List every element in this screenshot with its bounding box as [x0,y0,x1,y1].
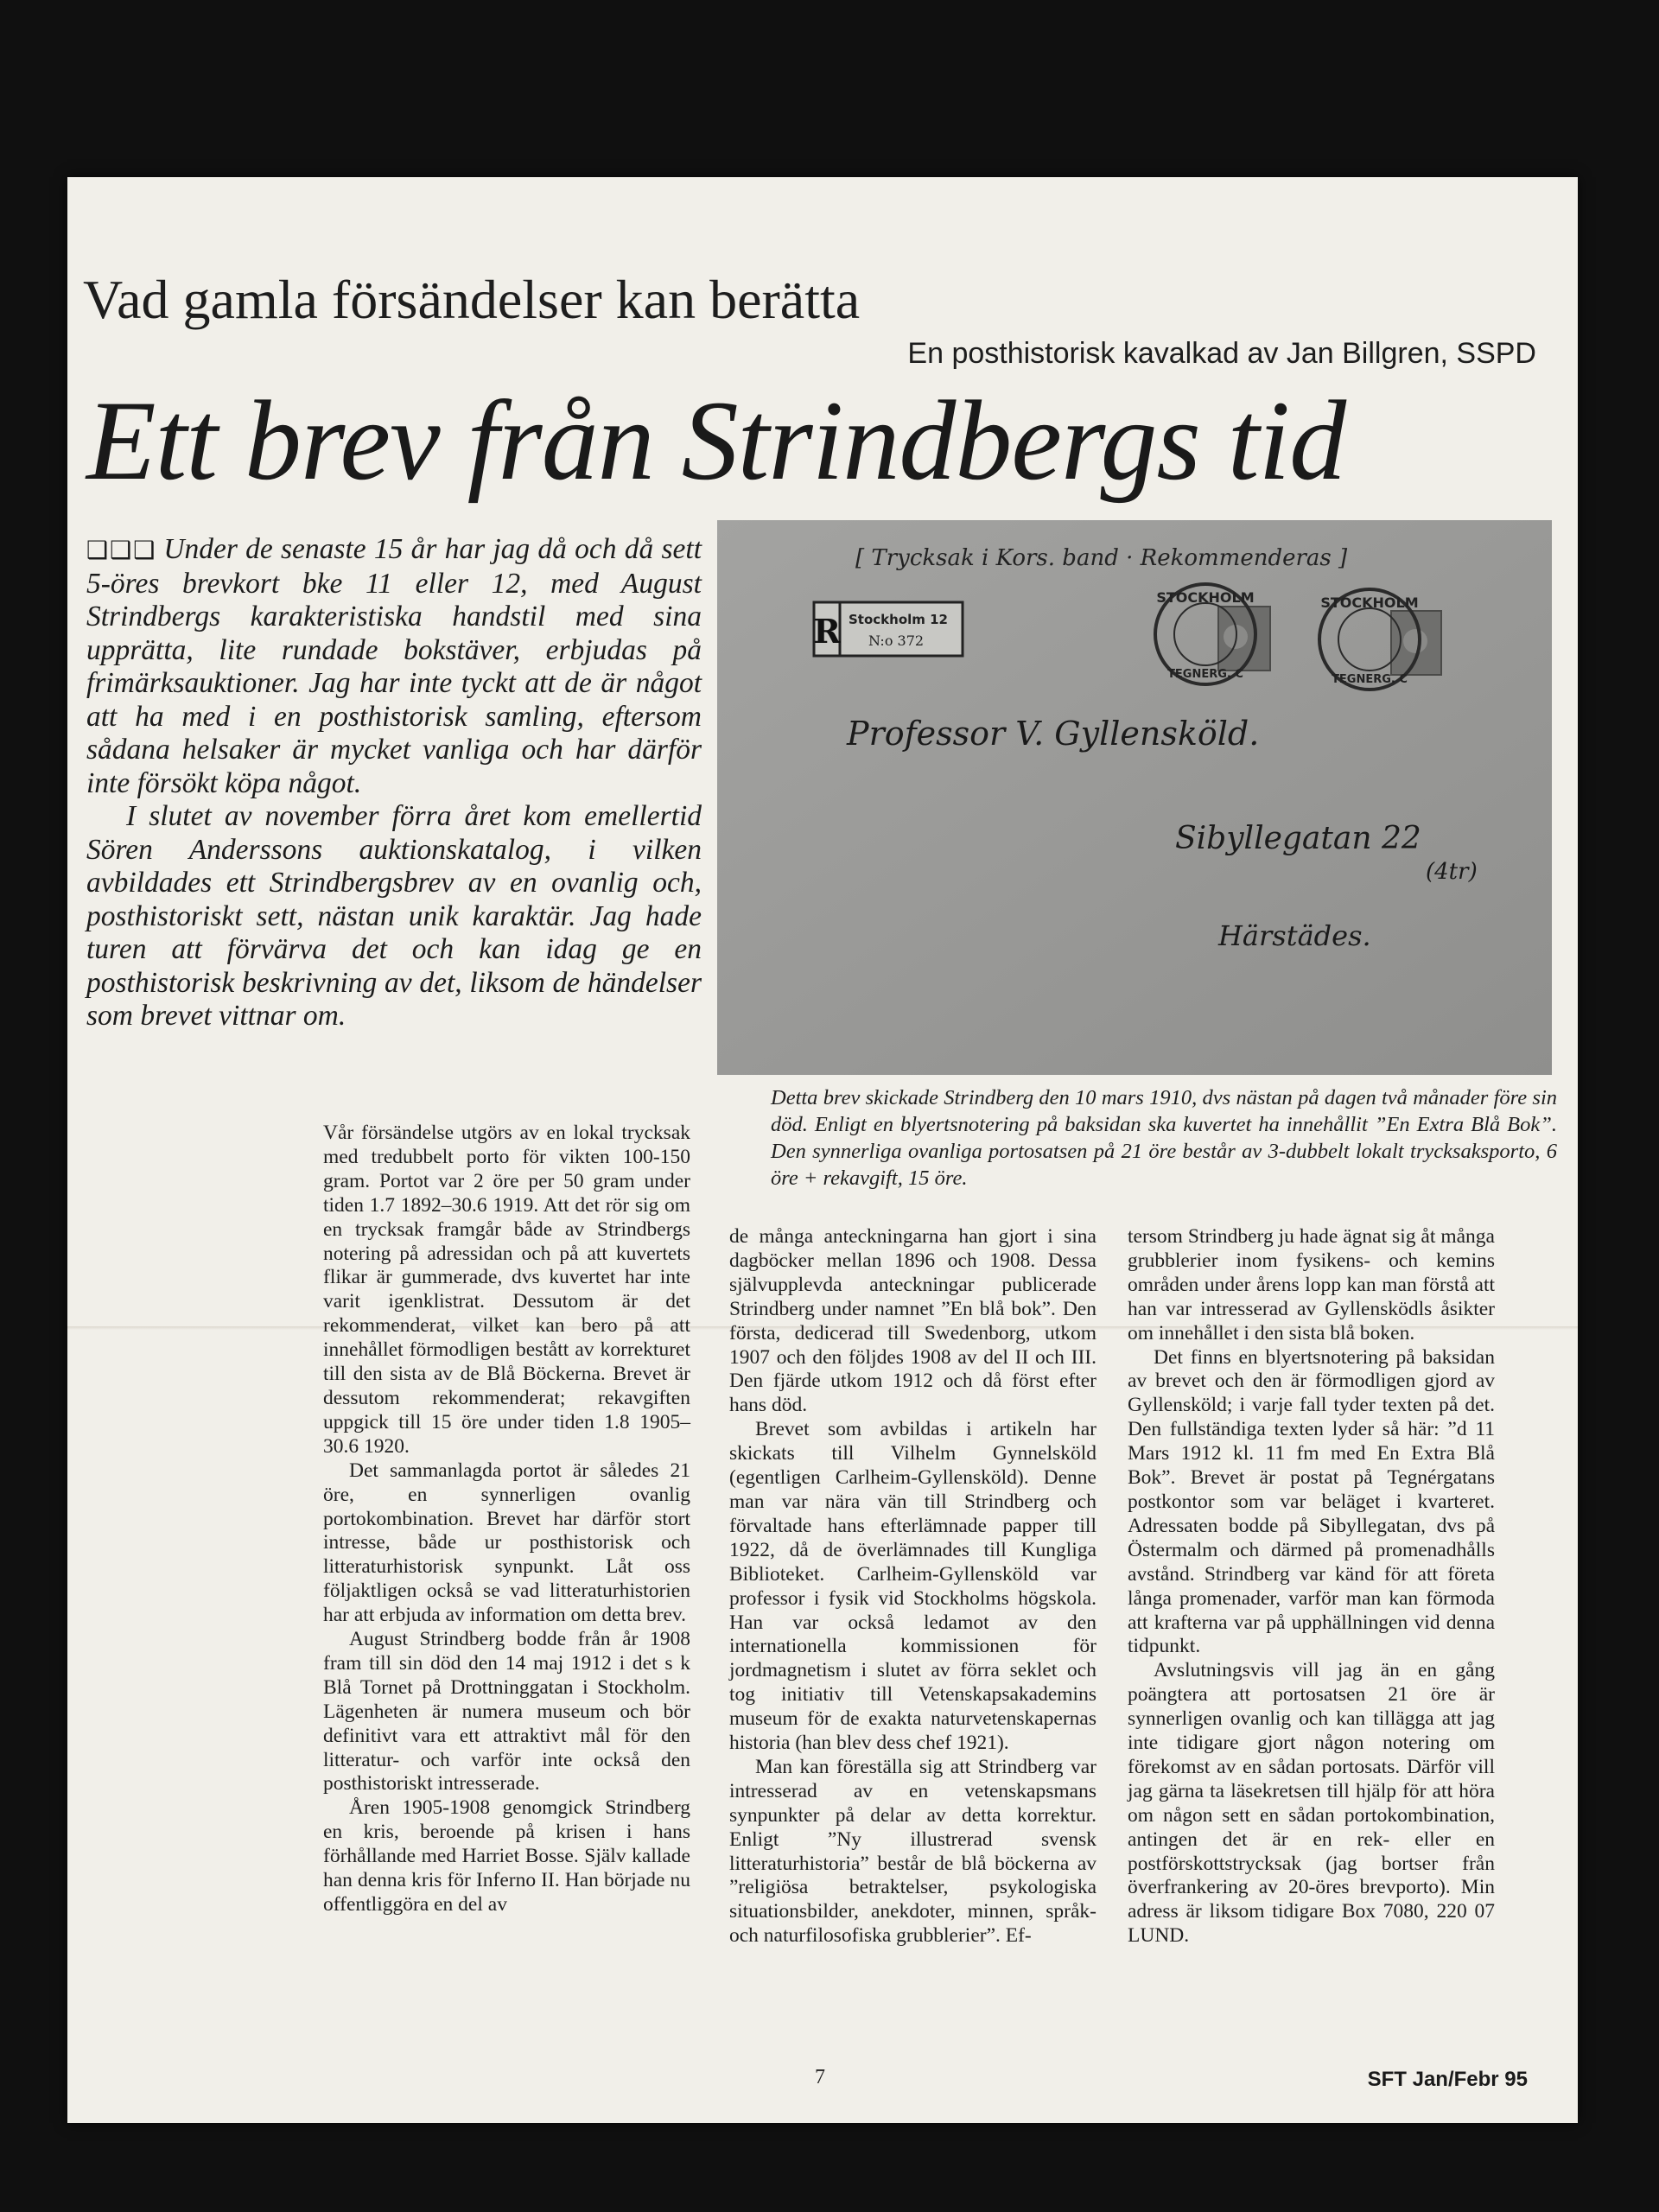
intro-paragraph-1: Under de senaste 15 år har jag då och då sett 5-öres brevkort bke 11 eller 12, med August Strindbergs karakteristiska handstil med sina upprätta, lite rundade bokstäver, erbjudas på frimärksauktioner. Jag har inte tyckt att de är något att ha med i en posthistorisk samling, eftersom sådana helsaker är mycket vanliga och har därför inte försökt köpa något. [86,533,702,799]
paragraph: Åren 1905-1908 genomgick Strindberg en kris, beroende på krisen i hans förhållande med Harriet Bosse. Själv kallade han denna kris för Inferno II. Han började nu offentliggöra en del av [323,1796,690,1916]
envelope-top-note: [ Trycksak i Kors. band · Rekommenderas ] [855,545,1348,571]
address-street: Sibyllegatan 22 [1175,821,1421,856]
paragraph: Det sammanlagda portot är således 21 öre, en synnerligen ovanlig portokombination. Brevet har därför stort intresse, både ur posthistorisk och litteraturhistorisk synpunkt. Låt oss följaktligen också se vad litteraturhistorien har att erbjuda av information om detta brev. [323,1459,690,1627]
article-title: Ett brev från Strindbergs tid [86,377,1346,504]
byline: En posthistorisk kavalkad av Jan Billgren, SSPD [907,337,1536,370]
address-floor: (4tr) [1426,859,1478,885]
paragraph: Brevet som avbildas i artikeln har skickats till Vilhelm Gynnelsköld (egentligen Carlheim-Gyllensköld). Denne man var nära vän till Strindberg och förvaltade hans efterlämnade papper till 1922, då de överlämnades till Kungliga Biblioteket. Carlheim-Gyllensköld var professor i fysik vid Stockholms högskola. Han var också ledamot av den internationella kommissionen för jordmagnetism i slutet av förra seklet och tog initiativ till Vetenskapsakademins museum för de exakta naturvetenskapernas historia (han blev dess chef 1921). [729,1418,1096,1755]
journal-issue: SFT Jan/Febr 95 [1367,2068,1528,2091]
column-3 [1128,1225,1495,1948]
magazine-page [67,177,1578,2123]
bullet-squares-icon: ❑❑❑ [86,536,157,564]
column-1 [323,1122,690,1917]
paragraph: de många anteckningarna han gjort i sina dagböcker mellan 1896 och 1908. Dessa självupplevda anteckningar publicerade Strindberg under namnet ”En blå bok”. Den första, dedicerad till Swedenborg, utkom 1907 och den följdes 1908 av del II och III. Den fjärde utkom 1912 och då först efter hans död. [729,1225,1096,1417]
address-name: Professor V. Gyllensköld. [847,715,1260,753]
paragraph: Man kan föreställa sig att Strindberg var intresserad av en vetenskapsmans synpunkter på delar av detta korrektur. Enligt ”Ny illustrerad svensk litteraturhistoria” består de blå böckerna av ”religiösa betraktelser, psykologiska situationsbilder, anekdoter, minnen, språk- och naturfilosofiska grubblerier”. Ef- [729,1755,1096,1948]
intro-paragraph [86,533,702,800]
paragraph: Avslutningsvis vill jag än en gång poängtera att portosatsen 21 öre är synnerligen ovanlig och kan tillägga att jag inte tidigare gjort någon notering om förekomst av en sådan portosats. Därför vill jag gärna ta läsekretsen till hjälp för att höra om någon sett en sådan portokombination, antingen det är en rek- eller en postförskottstrycksak (jag bortser från överfrankering av 20-öres brevporto). Min adress är liksom tidigare Box 7080, 220 07 LUND. [1128,1659,1495,1948]
registration-label [813,602,963,656]
paragraph: tersom Strindberg ju hade ägnat sig åt många grubblerier inom fysikens- och kemins områden under årens lopp kan man förstå att han var intresserad av Gyllensködls åsikter om innehållet i den sista blå boken. [1128,1225,1495,1344]
registration-number: N:o 372 [868,632,925,649]
stamp-1 [1218,607,1270,671]
registration-office: Stockholm 12 [849,612,948,627]
paragraph: Vår försändelse utgörs av en lokal trycksak med tredubbelt porto för vikten 100-150 gram. Portot var 2 öre per 50 gram under tiden 1.7 1892–30.6 1919. Att det rör sig om en trycksak framgår både av Strindbergs notering på adressidan och på att kuvertets flikar är gummerade, dvs kuvertet har inte varit igenklistrat. Dessutom är det rekommenderat, vilket kan bero på att innehållet förmodligen bestått av korrekturet till den sista av de Blå Böckerna. Brevet är dessutom rekommenderat; rekavgiften uppgick till 15 öre under tiden 1.8 1905–30.6 1920. [323,1122,690,1458]
paragraph: Det finns en blyertsnotering på baksidan av brevet och den är förmodligen gjord av Gyllensköld; i varje fall tyder texten på det. Den fullständiga texten lyder så här: ”d 11 Mars 1912 kl. 11 fm med En Extra Blå Bok”. Brevet är postat på Tegnérgatans postkontor som var beläget i kvarteret. Adressaten bodde på Sibyllegatan, dvs på Östermalm och därmed på promenadhålls avstånd. Strindberg var känd för att företa långa promenader, varför man kan förmoda att krafterna var på upphällningen vid denna tidpunkt. [1128,1345,1495,1658]
series-title: Vad gamla försändelser kan berätta [83,269,861,330]
intro-text [86,533,702,1033]
page-number: 7 [815,2066,825,2088]
envelope-photo [717,520,1552,1075]
intro-paragraph-2: I slutet av november förra året kom emellertid Sören Anderssons auktionskatalog, i vilken avbildades ett Strindbergsbrev av en ovanlig och, posthistoriskt sett, nästan unik karaktär. Jag hade turen att förvärva det och kan idag ge en posthistorisk beskrivning av det, liksom de händelser som brevet vittnar om. [86,800,702,1032]
postmark-2-sub: TEGNERG. C [1332,673,1408,686]
photo-caption: Detta brev skickade Strindberg den 10 mars 1910, dvs nästan på dagen två månader före sin död. Enligt en blyertsnotering på baksidan ska kuvertet ha innehållit ”En Extra Blå Bok”. Den synnerliga ovanliga portosatsen på 21 öre består av 3-dubbelt lokalt trycksaksporto, 6 öre + rekavgift, 15 öre. [771,1086,1557,1190]
envelope-image [717,520,1552,1075]
postmark-1-sub: TEGNERG. C [1167,668,1243,681]
address-city: Härstädes. [1218,919,1371,952]
column-2 [729,1225,1096,1948]
paragraph: August Strindberg bodde från år 1908 fram till sin död den 14 maj 1912 i det s k Blå Tornet på Drottninggatan i Stockholm. Lägenheten är numera museum och bör definitivt vara ett attraktivt mål för den litteratur- och varför inte också den posthistoriskt intresserade. [323,1628,690,1796]
postmark-1-text: STOCKHOLM [1156,589,1255,606]
registration-letter: R [813,612,841,651]
postmark-2-text: STOCKHOLM [1320,594,1419,611]
